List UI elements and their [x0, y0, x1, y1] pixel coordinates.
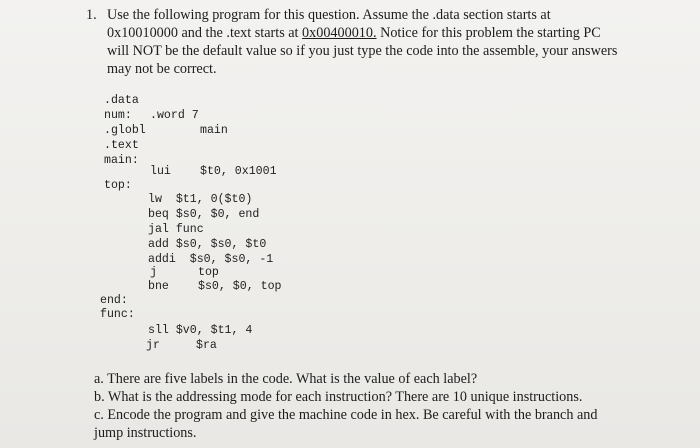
subquestion-a: a. There are five labels in the code. What is the value of each label?	[94, 371, 478, 387]
code-instr-sll: sll $v0, $t1, 4	[148, 324, 253, 337]
code-end-label: end:	[100, 294, 128, 307]
code-text-directive: .text	[104, 139, 139, 152]
question-line-2-head: 0x10010000 and the .text starts at	[107, 25, 303, 41]
code-instr-add: add $s0, $s0, $t0	[148, 238, 267, 251]
code-num-decl: .word 7	[150, 109, 199, 122]
code-j-op: j	[150, 266, 157, 279]
code-jr-op: jr	[146, 339, 160, 352]
code-jr-arg: $ra	[196, 339, 217, 352]
code-lui-args: $t0, 0x1001	[200, 165, 277, 178]
question-line-2	[107, 25, 601, 42]
question-line-1: Use the following program for this question. Assume the .data section starts at	[107, 7, 551, 23]
code-num-label: num:	[104, 109, 132, 122]
code-instr-lw: lw $t1, 0($t0)	[148, 193, 253, 206]
question-line-3: will NOT be the default value so if you just type the code into the assemble, your answers	[107, 43, 618, 59]
code-bne-args: $s0, $0, top	[198, 280, 282, 293]
question-line-4: may not be correct.	[107, 61, 217, 77]
code-bne-op: bne	[148, 280, 169, 293]
code-instr-addi: addi $s0, $s0, -1	[148, 253, 274, 266]
code-func-label: func:	[100, 308, 135, 321]
subquestion-c-continued: jump instructions.	[94, 425, 197, 441]
code-instr-beq: beq $s0, $0, end	[148, 208, 260, 221]
code-top-label: top:	[104, 179, 132, 192]
code-globl-directive: .globl	[104, 124, 146, 137]
question-line-2-tail: Notice for this problem the starting PC	[376, 25, 601, 41]
code-main-label: main:	[104, 154, 139, 167]
subquestion-c: c. Encode the program and give the machine code in hex. Be careful with the branch and	[94, 407, 598, 423]
question-number: 1.	[86, 7, 97, 23]
code-globl-symbol: main	[200, 124, 228, 137]
code-instr-jal: jal func	[148, 223, 204, 236]
text-start-address: 0x00400010.	[302, 25, 377, 41]
code-data-directive: .data	[104, 94, 139, 107]
subquestion-b: b. What is the addressing mode for each instruction? There are 10 unique instructions.	[94, 389, 583, 405]
code-lui-op: lui	[150, 165, 171, 178]
code-j-arg: top	[198, 266, 219, 279]
